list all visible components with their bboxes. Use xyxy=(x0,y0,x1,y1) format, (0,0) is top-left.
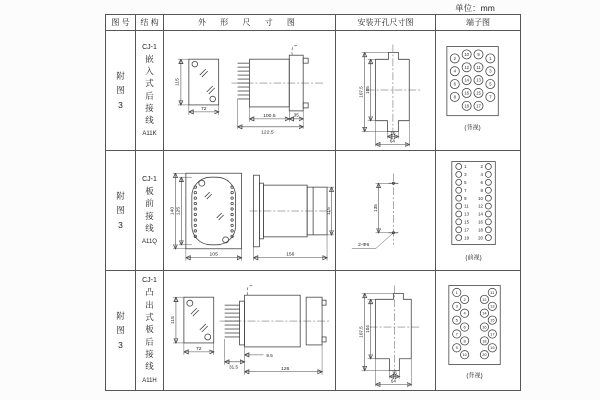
dim-body-length: 126 xyxy=(281,366,290,372)
dim-front-height: 115 xyxy=(175,77,181,86)
terminal-pin xyxy=(485,163,491,169)
model-code-row3: A11H xyxy=(142,377,157,384)
terminal-pin xyxy=(456,211,462,217)
terminal-number: 7 xyxy=(489,94,492,100)
terminal-pin xyxy=(485,195,491,201)
terminal-number: 12 xyxy=(482,296,487,302)
terminal-cell-row1 xyxy=(436,31,521,151)
dim-v-outer: 107.5 xyxy=(358,325,364,338)
terminal-number: 2 xyxy=(480,163,483,169)
terminal-pin xyxy=(485,218,491,224)
terminal-number: 3 xyxy=(464,171,467,177)
terminal-number: 11 xyxy=(464,203,469,209)
dim-side-length: 156 xyxy=(286,252,295,258)
dim-slot-width: 16 xyxy=(391,370,397,376)
install-cell-row2 xyxy=(336,151,436,271)
terminal-drawing-a11q xyxy=(436,152,520,270)
install-drawing-a11q xyxy=(336,151,435,271)
dim-front-width: 72 xyxy=(196,346,202,352)
fig-no-row3: 附图3 xyxy=(116,310,125,350)
terminal-pin xyxy=(456,171,462,177)
terminal-number: 6 xyxy=(453,81,456,87)
fig-no-row1: 附图3 xyxy=(116,70,125,110)
terminal-drawing-a11k xyxy=(436,38,520,143)
terminal-number: 20 xyxy=(482,351,487,357)
terminal-view-label: (前视) xyxy=(465,253,482,261)
outline-drawing-a11h xyxy=(164,271,335,391)
terminal-number: 18 xyxy=(478,226,483,232)
terminal-number: 2 xyxy=(463,296,466,302)
dimension-table xyxy=(105,14,521,391)
terminal-number: 4 xyxy=(453,68,456,74)
terminal-number: 12 xyxy=(464,64,469,70)
dim-side-height: 115 xyxy=(326,206,332,215)
terminal-number: 13 xyxy=(476,77,481,83)
dim-total-length: 122.5 xyxy=(261,130,274,136)
outline-cell-row1 xyxy=(164,31,336,151)
model-prefix-row2: CJ-1 xyxy=(142,175,157,183)
terminal-number: 17 xyxy=(464,226,469,232)
terminal-pin xyxy=(485,179,491,185)
terminal-number: 1 xyxy=(455,289,458,295)
dim-slot-width: 16 xyxy=(390,130,396,136)
header-outline: 外 形 尺 寸 图 xyxy=(164,15,336,31)
terminal-number: 12 xyxy=(478,203,483,209)
dim-hole-pitch: 135 xyxy=(372,203,378,212)
terminal-number: 7 xyxy=(464,187,467,193)
terminal-pin xyxy=(485,211,491,217)
terminal-number: 14 xyxy=(482,310,487,316)
terminal-number: 6 xyxy=(480,179,483,185)
structure-cell-row1 xyxy=(136,31,164,151)
model-code-row1: A11K xyxy=(142,131,157,138)
terminal-number: 16 xyxy=(478,219,483,225)
dim-v-outer: 107.5 xyxy=(358,85,364,98)
terminal-number: 11 xyxy=(476,64,481,70)
terminal-number: 5 xyxy=(489,81,492,87)
outline-drawing-a11q xyxy=(164,151,335,271)
terminal-number: 10 xyxy=(478,195,483,201)
install-drawing-a11k xyxy=(336,31,435,151)
terminal-number: 5 xyxy=(455,317,458,323)
terminal-number: 8 xyxy=(453,94,456,100)
header-structure: 结 构 xyxy=(136,15,164,31)
terminal-number: 6 xyxy=(463,323,466,329)
terminal-number: 9 xyxy=(464,195,467,201)
structure-text-row2: 板前接线 xyxy=(145,185,154,233)
terminal-number: 4 xyxy=(463,310,466,316)
dim-front-height: 115 xyxy=(170,315,176,324)
hole-callout: 2-Φ6 xyxy=(358,242,370,248)
terminal-number: 18 xyxy=(464,103,469,109)
dim-hole-width: 64 xyxy=(389,137,395,143)
terminal-number: 3 xyxy=(489,68,492,74)
terminal-number: 7 xyxy=(455,330,458,336)
terminal-view-label: (背视) xyxy=(466,371,483,379)
terminal-number: 20 xyxy=(478,234,483,240)
fig-no-cell-row1 xyxy=(106,31,136,151)
terminal-pin xyxy=(456,234,462,240)
terminal-number: 4 xyxy=(480,171,483,177)
structure-cell-row3 xyxy=(136,271,164,391)
dim-height-inner: 125 xyxy=(176,206,182,215)
terminal-number: 14 xyxy=(464,77,469,83)
terminal-number: 13 xyxy=(464,211,469,217)
terminal-number: 9 xyxy=(455,344,458,350)
terminal-pin xyxy=(456,163,462,169)
outline-drawing-a11k xyxy=(164,31,335,151)
install-drawing-a11h xyxy=(336,271,435,391)
terminal-pin xyxy=(485,234,491,240)
dim-height-outer: 140 xyxy=(170,206,176,215)
install-cell-row1 xyxy=(336,31,436,151)
terminal-number: 16 xyxy=(482,323,487,329)
terminal-number: 15 xyxy=(464,219,469,225)
terminal-number: 11 xyxy=(490,289,495,295)
structure-text-row1: 嵌入式后接线 xyxy=(145,53,154,126)
structure-cell-row2 xyxy=(136,151,164,271)
terminal-pin xyxy=(485,203,491,209)
dim-pin-length: 31.5 xyxy=(229,363,239,369)
terminal-pin xyxy=(456,203,462,209)
fig-no-row2: 附图3 xyxy=(116,190,125,230)
terminal-pin xyxy=(456,226,462,232)
dim-gap: 9.5 xyxy=(266,352,273,358)
structure-text-row3: 凸出式板后接线 xyxy=(145,287,154,372)
terminal-cell-row2 xyxy=(436,151,521,271)
terminal-pin xyxy=(456,179,462,185)
terminal-pin xyxy=(456,195,462,201)
terminal-number: 1 xyxy=(464,163,467,169)
terminal-number: 15 xyxy=(490,317,495,323)
terminal-number: 16 xyxy=(464,90,469,96)
fig-no-cell-row2 xyxy=(106,151,136,271)
model-prefix-row3: CJ-1 xyxy=(142,277,157,285)
terminal-number: 1 xyxy=(489,55,492,61)
header-install: 安装开孔尺寸图 xyxy=(336,15,436,31)
dim-front-width: 105 xyxy=(209,252,218,258)
terminal-number: 17 xyxy=(476,103,481,109)
dim-flange-depth: 35 xyxy=(293,111,299,117)
terminal-number: 10 xyxy=(462,351,467,357)
terminal-pin xyxy=(485,226,491,232)
terminal-cell-row3 xyxy=(436,271,521,391)
terminal-number: 10 xyxy=(464,51,469,57)
terminal-number: 3 xyxy=(455,303,458,309)
dim-hole-width: 64 xyxy=(390,377,396,383)
model-code-row2: A11Q xyxy=(142,239,157,246)
header-terminal: 端子图 xyxy=(436,15,521,31)
terminal-drawing-a11h xyxy=(436,277,520,385)
dim-front-width: 72 xyxy=(201,106,207,112)
unit-label: 单位：mm xyxy=(438,2,512,16)
model-prefix-row1: CJ-1 xyxy=(142,43,157,51)
terminal-view-label: (背视) xyxy=(464,124,481,132)
terminal-number: 8 xyxy=(480,187,483,193)
terminal-number: 9 xyxy=(477,51,480,57)
fig-no-cell-row3 xyxy=(106,271,136,391)
dim-v-inner: 105 xyxy=(365,85,371,94)
install-cell-row3 xyxy=(336,271,436,391)
terminal-number: 13 xyxy=(490,303,495,309)
terminal-number: 5 xyxy=(464,179,467,185)
terminal-number: 19 xyxy=(464,234,469,240)
terminal-number: 17 xyxy=(490,330,495,336)
terminal-pin xyxy=(456,218,462,224)
dim-v-inner: 104 xyxy=(365,324,371,333)
terminal-number: 2 xyxy=(453,55,456,61)
terminal-pin xyxy=(485,171,491,177)
outline-cell-row2 xyxy=(164,151,336,271)
header-fig-no: 图 号 xyxy=(106,15,136,31)
terminal-pin xyxy=(456,187,462,193)
outline-cell-row3 xyxy=(164,271,336,391)
terminal-number: 8 xyxy=(463,337,466,343)
terminal-number: 14 xyxy=(478,211,483,217)
terminal-number: 18 xyxy=(482,337,487,343)
terminal-number: 15 xyxy=(476,90,481,96)
terminal-pin xyxy=(485,187,491,193)
terminal-number: 19 xyxy=(490,344,495,350)
dim-body-length: 100.5 xyxy=(263,113,276,119)
